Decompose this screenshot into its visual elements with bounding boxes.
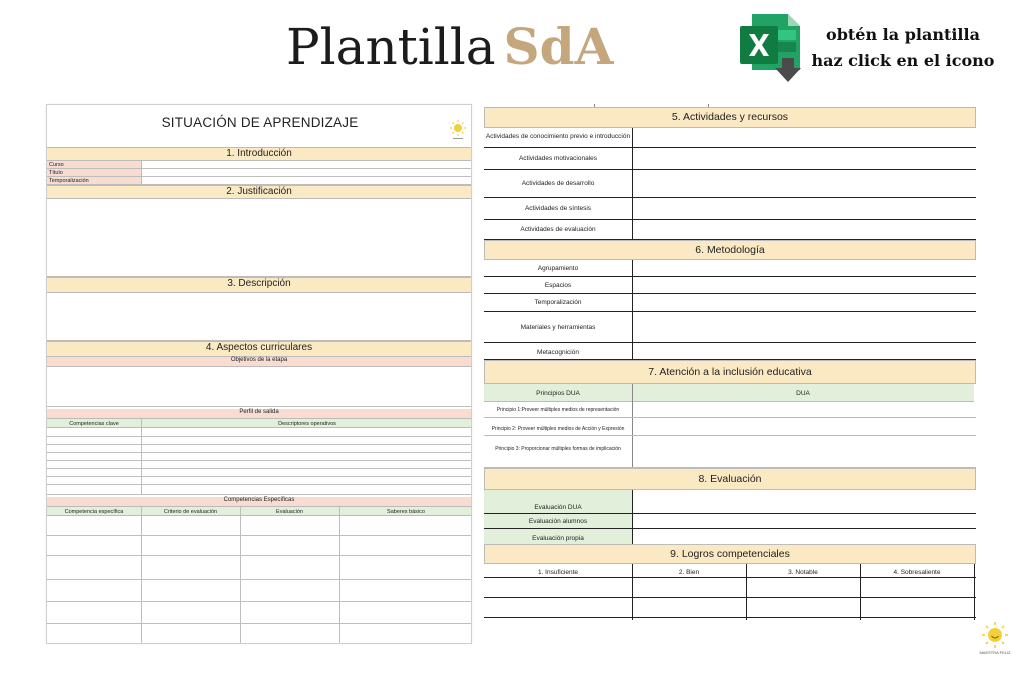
intro-row-titulo[interactable] xyxy=(47,169,471,177)
level-sobresaliente: 4. Sobresaliente xyxy=(893,569,941,576)
sun-logo-icon xyxy=(978,620,1012,650)
ce-col-criterio: Criterio de evaluación xyxy=(163,509,218,515)
row-actividades-previo[interactable] xyxy=(484,128,976,148)
descriptores-operativos-header: Descriptores operativos xyxy=(278,421,336,427)
sun-logo-icon xyxy=(449,119,467,141)
label-evaluacion-alumnos: Evaluación alumnos xyxy=(528,518,588,525)
level-notable: 3. Notable xyxy=(788,569,818,576)
brand-caption: MAESTRA FELIZ xyxy=(979,650,1011,655)
level-bien: 2. Bien xyxy=(678,569,700,576)
document-title: SITUACIÓN DE APRENDIZAJE xyxy=(161,115,359,130)
descripcion-field[interactable] xyxy=(47,293,471,341)
label-agrupamiento: Agrupamiento xyxy=(537,265,579,272)
ce-col-evaluacion: Evaluación xyxy=(276,509,303,515)
row-temporalizacion[interactable] xyxy=(484,294,976,312)
download-instructions xyxy=(808,22,998,74)
row-actividades-sintesis[interactable] xyxy=(484,198,976,220)
label-curso: Curso xyxy=(49,162,64,168)
section-metodologia: 6. Metodología xyxy=(484,240,976,260)
label-metacognicion: Metacognición xyxy=(537,349,579,356)
label-temporalizacion: Temporalización xyxy=(49,178,89,184)
label-espacios: Espacios xyxy=(544,282,572,289)
objetivos-etapa-header: Objetivos de la etapa xyxy=(47,357,471,367)
competencias-especificas-header: Competencias Específicas xyxy=(47,497,471,507)
label-principio-3: Principio 3: Proporcionar múltiples formas de implicación xyxy=(495,446,621,452)
label-evaluacion-propia: Evaluación propia xyxy=(532,535,584,542)
intro-row-curso[interactable] xyxy=(47,161,471,169)
row-evaluacion-alumnos[interactable] xyxy=(484,514,976,529)
row-espacios[interactable] xyxy=(484,277,976,294)
row-evaluacion-propia[interactable] xyxy=(484,529,976,544)
dua-header: DUA xyxy=(796,390,810,397)
perfil-salida-header: Perfil de salida xyxy=(47,409,471,419)
label-actividades-sintesis: Actividades de síntesis xyxy=(524,205,592,212)
title-main: Plantilla xyxy=(286,18,496,76)
ce-col-saberes: Saberes básico xyxy=(387,509,425,515)
label-principio-2: Principio 2: Proveer múltiples medios de Acción y Expresión xyxy=(491,426,625,432)
label-temporalizacion-r: Temporalización xyxy=(534,299,582,306)
section-logros: 9. Logros competenciales xyxy=(484,544,976,564)
section-aspectos-curriculares: 4. Aspectos curriculares xyxy=(47,341,471,357)
intro-row-temporalizacion[interactable] xyxy=(47,177,471,185)
page-title xyxy=(286,16,613,78)
label-actividades-evaluacion: Actividades de evaluación xyxy=(520,226,596,233)
excel-icon[interactable] xyxy=(738,12,806,86)
level-insuficiente: 1. Insuficiente xyxy=(537,569,579,576)
section-actividades-recursos: 5. Actividades y recursos xyxy=(484,107,976,128)
title-accent: SdA xyxy=(503,17,614,76)
label-titulo: Título xyxy=(49,170,63,176)
left-template-sheet xyxy=(46,104,472,644)
row-actividades-motivacionales[interactable] xyxy=(484,148,976,170)
row-principio-3[interactable] xyxy=(484,436,976,468)
label-materiales: Materiales y herramientas xyxy=(520,324,596,331)
justificacion-field[interactable] xyxy=(47,199,471,277)
row-evaluacion-dua[interactable] xyxy=(484,490,976,514)
row-metacognicion[interactable] xyxy=(484,343,976,360)
objetivos-field[interactable] xyxy=(47,367,471,407)
row-agrupamiento[interactable] xyxy=(484,260,976,277)
logros-row-1[interactable] xyxy=(484,578,976,598)
label-principio-1: Principio 1:Proveer múltiples medios de representación xyxy=(496,407,620,413)
section-inclusion: 7. Atención a la inclusión educativa xyxy=(484,360,976,384)
logros-row-2[interactable] xyxy=(484,598,976,618)
label-actividades-motivacionales: Actividades motivacionales xyxy=(518,155,598,162)
brand-logo xyxy=(978,620,1012,664)
row-principio-2[interactable] xyxy=(484,418,976,436)
section-justificacion: 2. Justificación xyxy=(47,185,471,199)
label-evaluacion-dua: Evaluación DUA xyxy=(534,504,582,511)
label-actividades-previo: Actividades de conocimiento previo e introducción xyxy=(485,133,631,140)
cta-line-2: haz click en el icono xyxy=(811,51,995,70)
row-materiales[interactable] xyxy=(484,312,976,343)
cta-line-1: obtén la plantilla xyxy=(826,25,980,44)
row-actividades-evaluacion[interactable] xyxy=(484,220,976,240)
section-descripcion: 3. Descripción xyxy=(47,277,471,293)
section-evaluacion: 8. Evaluación xyxy=(484,468,976,490)
dua-principles-header: Principios DUA xyxy=(536,390,580,397)
row-principio-1[interactable] xyxy=(484,402,976,418)
logros-header-row xyxy=(484,564,976,578)
section-introduccion: 1. Introducción xyxy=(47,147,471,161)
competencias-clave-header: Competencias clave xyxy=(69,421,119,427)
label-actividades-desarrollo: Actividades de desarrollo xyxy=(521,180,595,187)
ce-col-competencia: Competencia específica xyxy=(64,509,124,515)
row-actividades-desarrollo[interactable] xyxy=(484,170,976,198)
right-template-sheet xyxy=(484,104,976,620)
